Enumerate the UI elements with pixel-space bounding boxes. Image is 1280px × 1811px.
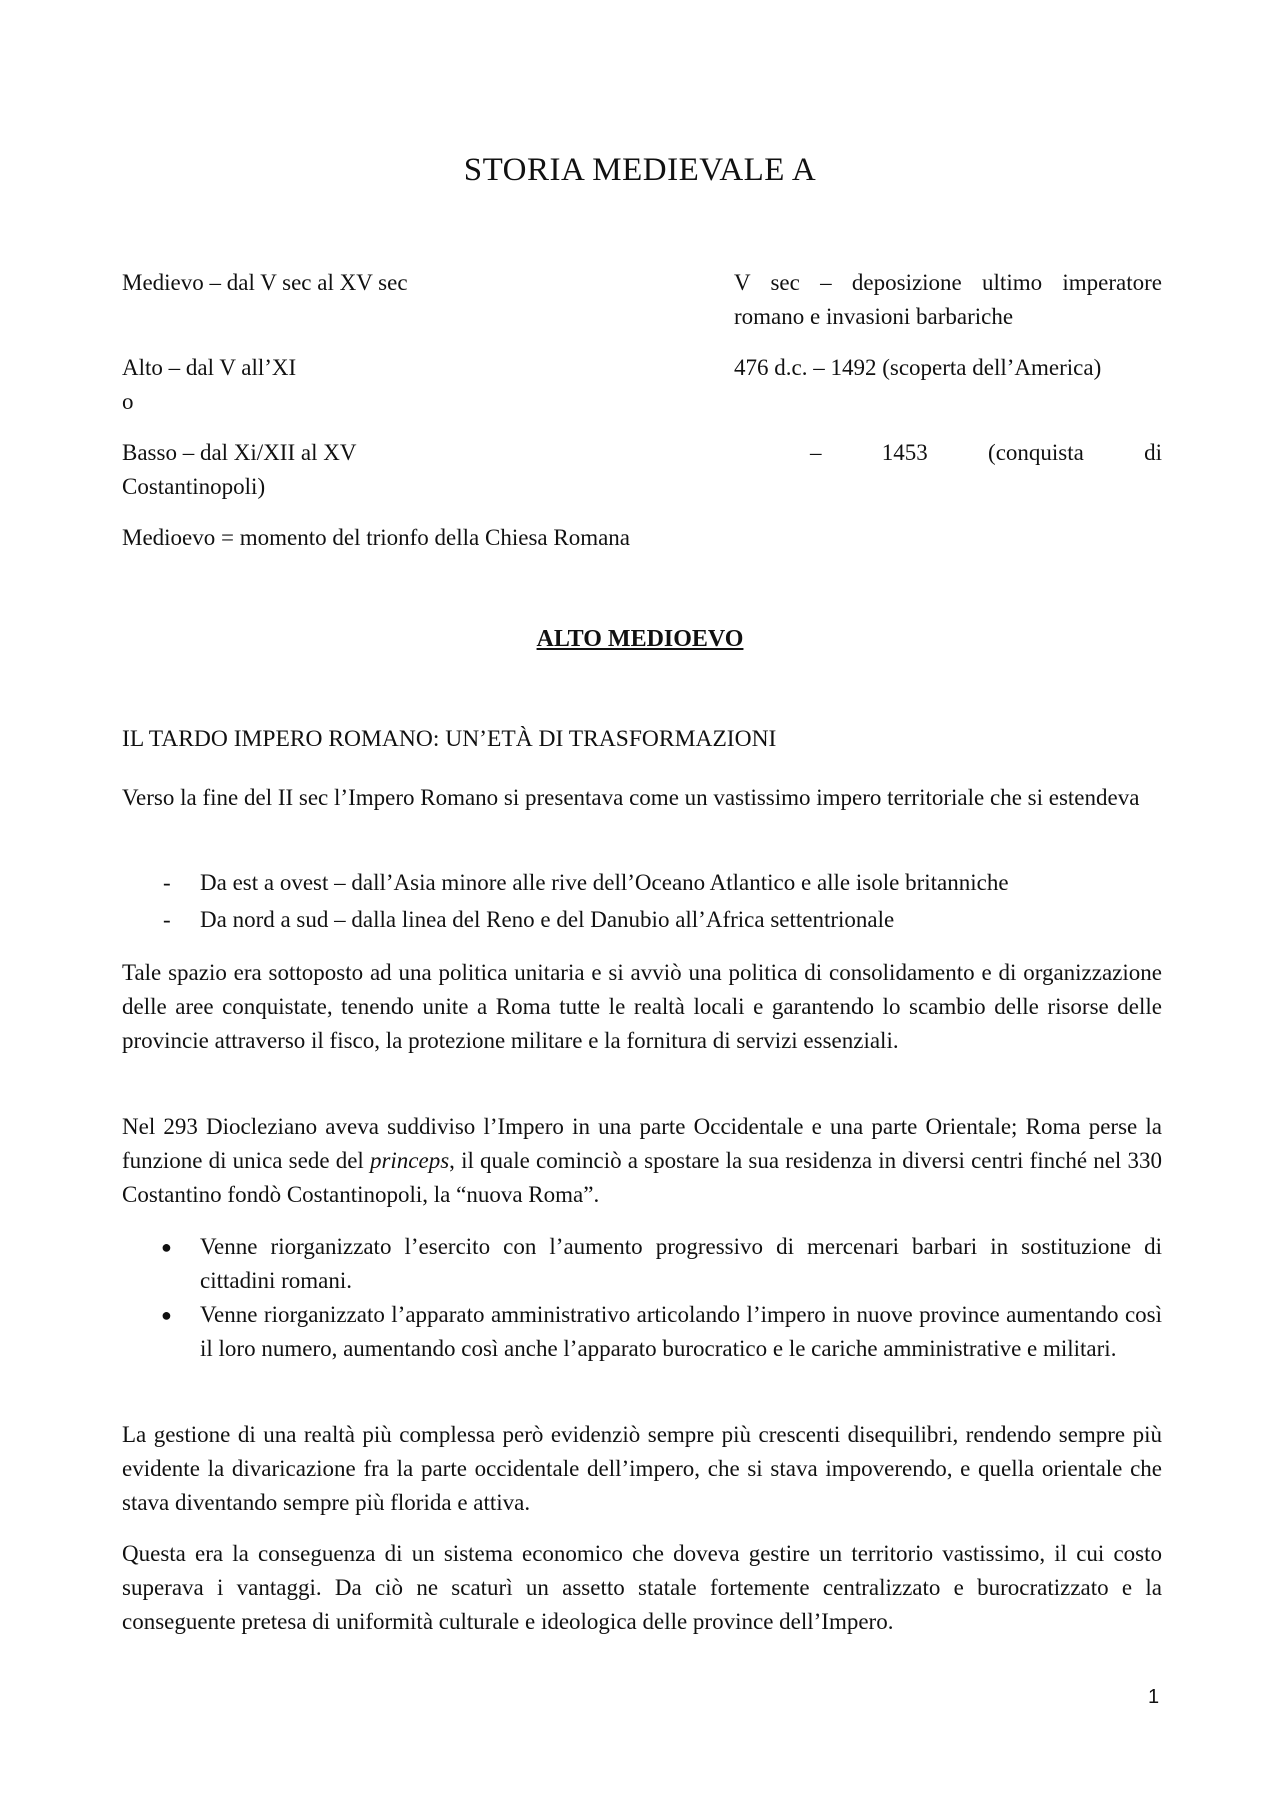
intro-alto: Alto – dal V all’XI xyxy=(122,355,297,380)
paragraph-3-part-a: Nel 293 Diocleziano aveva suddiviso l’Impero in una parte Occidentale e una parte Orientale; Roma perse la funzione di unica sede del xyxy=(122,1114,1162,1173)
intro-medioevo-chiesa: Medioevo = momento del trionfo della Chiesa Romana xyxy=(122,525,630,550)
intro-1453-year: 1453 xyxy=(881,440,928,465)
intro-o: o xyxy=(122,389,134,414)
section-title: IL TARDO IMPERO ROMANO: UN’ETÀ DI TRASFORMAZIONI xyxy=(122,726,777,752)
princeps-term: princeps xyxy=(369,1148,450,1173)
paragraph-3 xyxy=(122,1110,1162,1212)
bullet-marker: ● xyxy=(161,1237,172,1257)
paragraph-1: Verso la fine del II sec l’Impero Romano si presentava come un vastissimo impero territoriale che si estendeva xyxy=(122,785,1140,810)
dash-list-item: Da est a ovest – dall’Asia minore alle rive dell’Oceano Atlantico e alle isole britanniche xyxy=(200,870,1009,895)
bullet-list-item: Venne riorganizzato l’esercito con l’aumento progressivo di mercenari barbari in sostituzione di cittadini romani. xyxy=(200,1234,1162,1293)
paragraph-3-part-b: , il quale cominciò a spostare la sua residenza in diversi centri finché nel 330 Costantino fondò Costantinopoli, la “nuova Roma”. xyxy=(122,1148,1162,1207)
dash-marker: - xyxy=(163,870,171,895)
paragraph-5: Questa era la conseguenza di un sistema economico che doveva gestire un territorio vastissimo, il cui costo superava i vantaggi. Da ciò ne scaturì un assetto statale fortemente centralizzato e burocratizzato e la conseguente pretesa di uniformità culturale e ideologica delle province dell’Impero. xyxy=(122,1541,1162,1634)
intro-1453-conquista: (conquista xyxy=(988,440,1084,465)
intro-476 xyxy=(734,351,1162,385)
intro-1453-dash: – xyxy=(810,440,822,465)
intro-476-text: 476 d.c. – 1492 (scoperta dell’America) xyxy=(734,355,1102,380)
intro-1453-di: di xyxy=(1144,440,1162,465)
intro-costantinopoli: Costantinopoli) xyxy=(122,474,266,499)
intro-v-sec: V sec – deposizione ultimo imperatore romano e invasioni barbariche xyxy=(734,270,1162,329)
bullet-list-item: Venne riorganizzato l’apparato amministrativo articolando l’impero in nuove province aumentando così il loro numero, aumentando così anche l’apparato burocratico e le cariche amministrative e militari. xyxy=(200,1302,1162,1361)
dash-list-item: Da nord a sud – dalla linea del Reno e del Danubio all’Africa settentrionale xyxy=(200,907,895,932)
intro-1453-row xyxy=(734,436,1162,470)
intro-medievo: Medievo – dal V sec al XV sec xyxy=(122,270,408,295)
paragraph-2: Tale spazio era sottoposto ad una politica unitaria e si avviò una politica di consolidamento e di organizzazione delle aree conquistate, tenendo unite a Roma tutte le realtà locali e garantendo lo scambio delle risorse delle provincie attraverso il fisco, la protezione militare e la fornitura di servizi essenziali. xyxy=(122,960,1162,1053)
bullet-marker: ● xyxy=(161,1305,172,1325)
paragraph-4: La gestione di una realtà più complessa però evidenziò sempre più crescenti disequilibri, rendendo sempre più evidente la divaricazione fra la parte occidentale dell’impero, che si stava impoverendo, e quella orientale che stava diventando sempre più florida e attiva. xyxy=(122,1422,1162,1515)
intro-basso: Basso – dal Xi/XII al XV xyxy=(122,440,357,465)
dash-marker: - xyxy=(163,907,171,932)
section-heading-alto-medioevo: ALTO MEDIOEVO xyxy=(536,626,744,652)
page-number: 1 xyxy=(1148,1686,1160,1708)
document-title: STORIA MEDIEVALE A xyxy=(463,152,817,188)
